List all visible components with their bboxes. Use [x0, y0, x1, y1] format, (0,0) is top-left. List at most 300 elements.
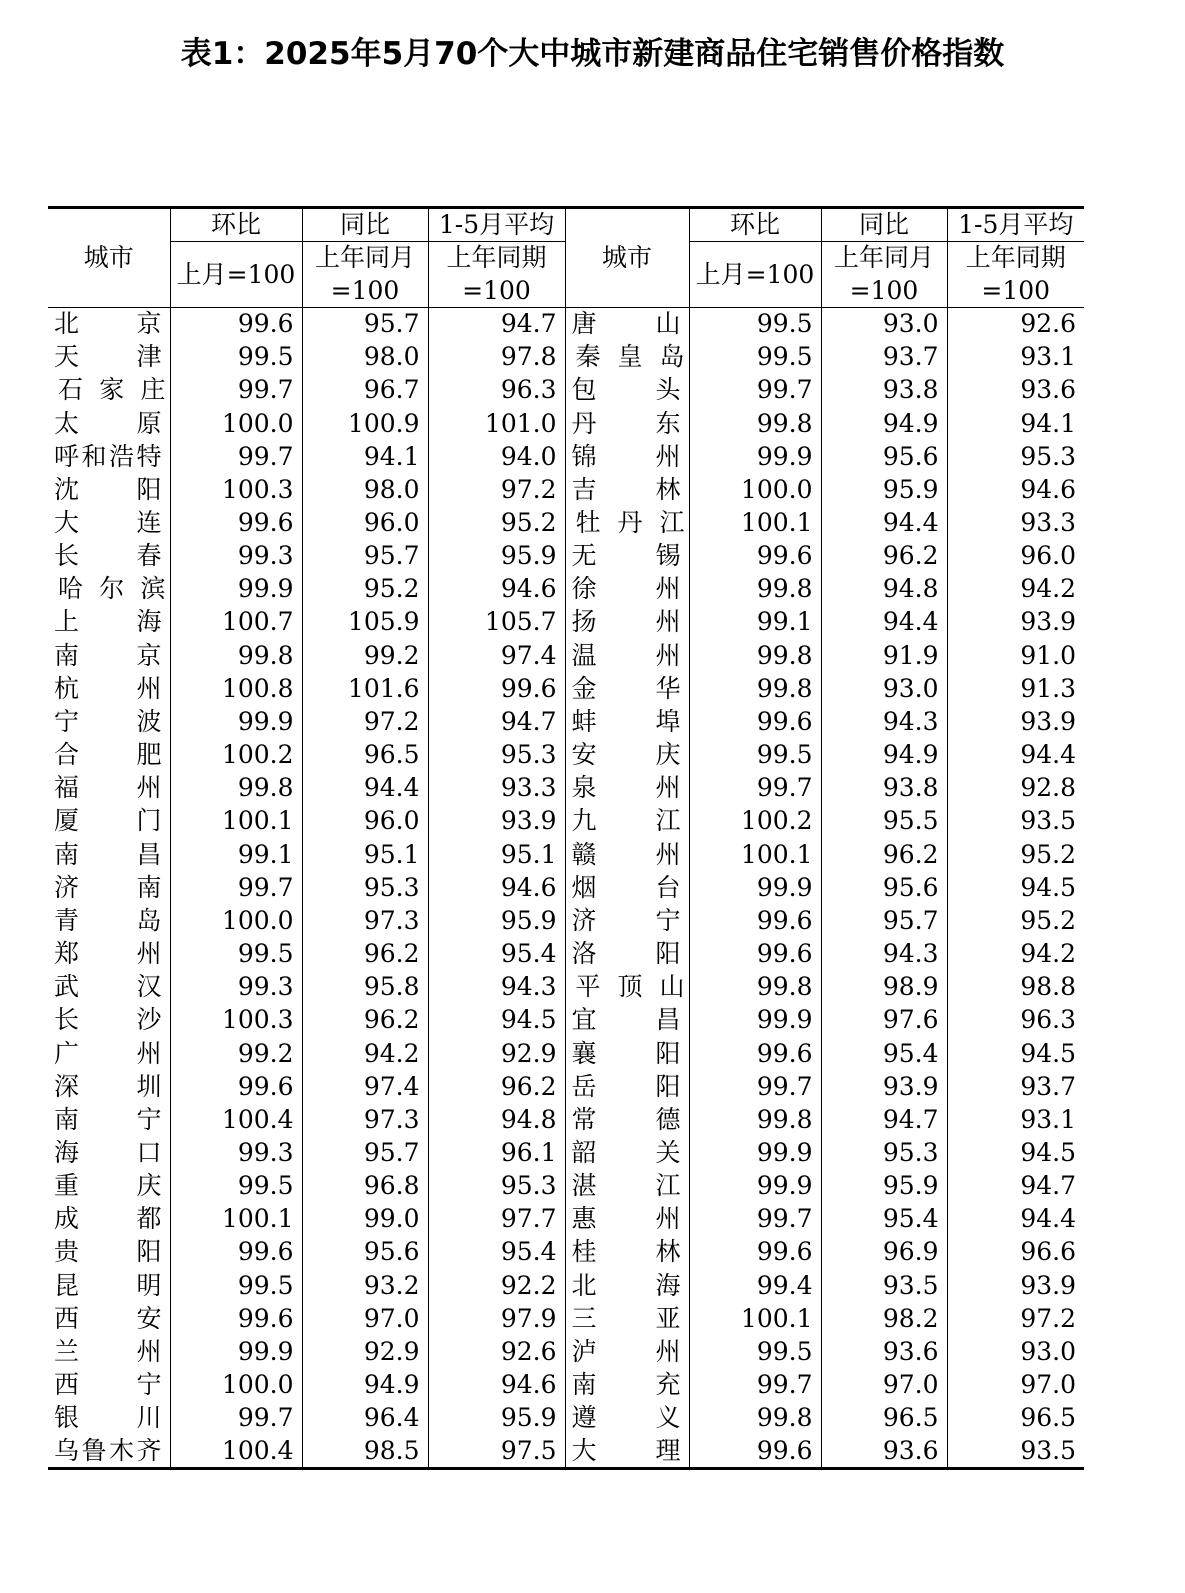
city-name-text: 三 亚 — [571, 1303, 681, 1333]
city-name-text: 南 昌 — [54, 839, 162, 869]
value-avg: 94.5 — [428, 1004, 565, 1037]
value-yoy: 95.2 — [302, 573, 428, 606]
city-name — [48, 573, 170, 606]
value-yoy: 94.7 — [821, 1103, 947, 1136]
value-mom: 99.6 — [689, 1037, 821, 1070]
value-yoy: 93.9 — [821, 1070, 947, 1103]
city-name — [48, 838, 170, 871]
city-name — [48, 871, 170, 904]
value-mom: 99.7 — [170, 374, 302, 407]
value-mom: 100.4 — [170, 1103, 302, 1136]
value-avg: 105.7 — [428, 606, 565, 639]
value-mom: 99.8 — [689, 1402, 821, 1435]
value-mom: 100.4 — [170, 1435, 302, 1469]
table-row — [48, 1136, 1084, 1169]
value-yoy: 93.5 — [821, 1269, 947, 1302]
table-row — [48, 1435, 1084, 1469]
value-avg: 95.4 — [428, 1236, 565, 1269]
value-avg: 95.1 — [428, 838, 565, 871]
value-avg: 93.9 — [947, 1269, 1084, 1302]
table-row — [48, 308, 1084, 341]
value-mom: 100.1 — [170, 1203, 302, 1236]
city-name — [48, 1004, 170, 1037]
value-avg: 97.2 — [947, 1302, 1084, 1335]
value-mom: 99.8 — [689, 407, 821, 440]
value-mom: 99.2 — [170, 1037, 302, 1070]
city-name-text: 湛 江 — [571, 1171, 681, 1201]
table-row — [48, 672, 1084, 705]
header-yoy-base-right: 上年同月 — [821, 242, 947, 275]
city-name — [565, 739, 689, 772]
city-name — [565, 440, 689, 473]
value-yoy: 95.7 — [302, 308, 428, 341]
value-avg: 97.8 — [428, 341, 565, 374]
value-mom: 99.9 — [170, 573, 302, 606]
value-yoy: 93.6 — [821, 1435, 947, 1469]
value-mom: 99.9 — [689, 1004, 821, 1037]
value-avg: 93.5 — [947, 805, 1084, 838]
value-avg: 94.7 — [428, 705, 565, 738]
city-name — [48, 937, 170, 970]
table-row — [48, 540, 1084, 573]
value-avg: 96.5 — [947, 1402, 1084, 1435]
city-name — [48, 1369, 170, 1402]
value-yoy: 95.4 — [821, 1037, 947, 1070]
city-name — [565, 1302, 689, 1335]
value-avg: 97.7 — [428, 1203, 565, 1236]
value-yoy: 94.8 — [821, 573, 947, 606]
city-name — [565, 937, 689, 970]
value-yoy: 95.6 — [821, 871, 947, 904]
value-yoy: 98.9 — [821, 971, 947, 1004]
city-name — [565, 341, 689, 374]
city-name-text: 襄 阳 — [571, 1038, 681, 1068]
city-name — [48, 308, 170, 341]
city-name — [565, 573, 689, 606]
city-name — [565, 971, 689, 1004]
value-yoy: 96.2 — [302, 937, 428, 970]
value-yoy: 95.7 — [302, 540, 428, 573]
value-mom: 99.6 — [170, 1302, 302, 1335]
value-avg: 94.6 — [428, 573, 565, 606]
value-mom: 99.7 — [689, 1070, 821, 1103]
value-mom: 100.3 — [170, 1004, 302, 1037]
value-mom: 99.5 — [689, 1335, 821, 1368]
city-name-text: 宁 波 — [54, 706, 162, 736]
value-avg: 94.6 — [947, 473, 1084, 506]
value-avg: 94.2 — [947, 573, 1084, 606]
value-mom: 100.8 — [170, 672, 302, 705]
value-mom: 99.8 — [170, 772, 302, 805]
value-avg: 97.2 — [428, 473, 565, 506]
city-name-text: 济 南 — [54, 872, 162, 902]
city-name-text: 锦 州 — [571, 441, 681, 471]
city-name-text: 厦 门 — [54, 806, 162, 836]
table-row — [48, 739, 1084, 772]
city-name — [48, 1136, 170, 1169]
header-mom-base-left: 上月=100 — [170, 242, 302, 308]
value-yoy: 98.5 — [302, 1435, 428, 1469]
value-avg: 94.5 — [947, 1136, 1084, 1169]
value-avg: 92.6 — [428, 1335, 565, 1368]
header-yoy-left: 同比 — [302, 208, 428, 242]
city-name-text: 牡 丹 江 — [575, 508, 685, 538]
value-yoy: 96.7 — [302, 374, 428, 407]
value-yoy: 95.6 — [821, 440, 947, 473]
city-name — [565, 1103, 689, 1136]
value-avg: 93.1 — [947, 341, 1084, 374]
table-row — [48, 871, 1084, 904]
city-name-text: 兰 州 — [54, 1336, 162, 1366]
value-mom: 99.8 — [689, 573, 821, 606]
value-yoy: 96.5 — [821, 1402, 947, 1435]
header-city-right: 城市 — [565, 208, 689, 308]
value-yoy: 93.7 — [821, 341, 947, 374]
city-name-text: 遵 义 — [571, 1403, 681, 1433]
value-avg: 95.3 — [428, 1170, 565, 1203]
value-yoy: 93.6 — [821, 1335, 947, 1368]
value-mom: 99.9 — [689, 871, 821, 904]
city-name-text: 武 汉 — [54, 972, 162, 1002]
city-name — [48, 1269, 170, 1302]
value-avg: 96.3 — [428, 374, 565, 407]
value-yoy: 95.8 — [302, 971, 428, 1004]
value-yoy: 95.7 — [821, 904, 947, 937]
city-name-text: 岳 阳 — [571, 1071, 681, 1101]
value-mom: 99.5 — [170, 1170, 302, 1203]
city-name-text: 深 圳 — [54, 1071, 162, 1101]
table-row — [48, 606, 1084, 639]
value-yoy: 93.8 — [821, 374, 947, 407]
table-row — [48, 904, 1084, 937]
table-body — [48, 308, 1084, 1469]
table-row — [48, 440, 1084, 473]
city-name-text: 南 充 — [571, 1370, 681, 1400]
city-name-text: 贵 阳 — [54, 1237, 162, 1267]
value-mom: 99.5 — [689, 739, 821, 772]
value-avg: 93.5 — [947, 1435, 1084, 1469]
value-yoy: 94.3 — [821, 937, 947, 970]
city-name — [48, 506, 170, 539]
table-row — [48, 1402, 1084, 1435]
value-mom: 99.1 — [689, 606, 821, 639]
city-name-text: 北 京 — [54, 309, 162, 339]
value-avg: 92.6 — [947, 308, 1084, 341]
value-avg: 96.1 — [428, 1136, 565, 1169]
value-mom: 99.7 — [689, 374, 821, 407]
city-name-text: 海 口 — [54, 1137, 162, 1167]
value-avg: 95.3 — [947, 440, 1084, 473]
header-avg-right: 1-5月平均 — [947, 208, 1084, 242]
city-name — [48, 606, 170, 639]
city-name — [565, 1269, 689, 1302]
city-name — [565, 473, 689, 506]
city-name-text: 乌 鲁 木 齐 — [54, 1435, 162, 1465]
header-avg-base2-right: =100 — [947, 275, 1084, 308]
city-name-text: 济 宁 — [571, 905, 681, 935]
value-avg: 99.6 — [428, 672, 565, 705]
value-yoy: 105.9 — [302, 606, 428, 639]
city-name — [48, 672, 170, 705]
value-yoy: 96.2 — [821, 838, 947, 871]
value-yoy: 95.3 — [302, 871, 428, 904]
price-index-table — [48, 206, 1084, 1470]
city-name-text: 九 江 — [571, 806, 681, 836]
table-row — [48, 838, 1084, 871]
table-row — [48, 1070, 1084, 1103]
city-name-text: 唐 山 — [571, 309, 681, 339]
header-yoy-right: 同比 — [821, 208, 947, 242]
value-avg: 92.9 — [428, 1037, 565, 1070]
city-name — [48, 1070, 170, 1103]
value-avg: 95.3 — [428, 739, 565, 772]
value-yoy: 91.9 — [821, 639, 947, 672]
value-yoy: 100.9 — [302, 407, 428, 440]
city-name-text: 昆 明 — [54, 1270, 162, 1300]
city-name-text: 烟 台 — [571, 872, 681, 902]
value-avg: 94.0 — [428, 440, 565, 473]
value-avg: 94.2 — [947, 937, 1084, 970]
value-mom: 100.0 — [170, 1369, 302, 1402]
city-name — [48, 805, 170, 838]
city-name — [48, 1402, 170, 1435]
city-name — [565, 705, 689, 738]
value-avg: 97.0 — [947, 1369, 1084, 1402]
value-yoy: 93.2 — [302, 1269, 428, 1302]
city-name-text: 丹 东 — [571, 408, 681, 438]
page-title: 表1：2025年5月70个大中城市新建商品住宅销售价格指数 — [180, 36, 1005, 72]
value-avg: 94.5 — [947, 871, 1084, 904]
value-mom: 99.7 — [170, 871, 302, 904]
city-name — [48, 1236, 170, 1269]
value-yoy: 97.6 — [821, 1004, 947, 1037]
value-yoy: 93.0 — [821, 308, 947, 341]
value-avg: 93.9 — [428, 805, 565, 838]
value-mom: 99.6 — [689, 904, 821, 937]
value-mom: 99.7 — [689, 1203, 821, 1236]
value-mom: 99.6 — [689, 540, 821, 573]
value-yoy: 94.9 — [821, 407, 947, 440]
value-mom: 99.6 — [170, 506, 302, 539]
header-yoy-base-left: 上年同月 — [302, 242, 428, 275]
city-name — [565, 639, 689, 672]
value-mom: 99.8 — [170, 639, 302, 672]
value-yoy: 97.0 — [821, 1369, 947, 1402]
city-name — [565, 407, 689, 440]
city-name — [565, 1369, 689, 1402]
value-yoy: 97.3 — [302, 1103, 428, 1136]
value-yoy: 97.3 — [302, 904, 428, 937]
value-yoy: 94.4 — [821, 606, 947, 639]
value-avg: 93.9 — [947, 606, 1084, 639]
value-yoy: 99.0 — [302, 1203, 428, 1236]
city-name-text: 桂 林 — [571, 1237, 681, 1267]
city-name-text: 秦 皇 岛 — [575, 342, 685, 372]
city-name-text: 上 海 — [54, 607, 162, 637]
city-name-text: 徐 州 — [571, 574, 681, 604]
value-avg: 94.5 — [947, 1037, 1084, 1070]
value-avg: 96.0 — [947, 540, 1084, 573]
value-avg: 95.9 — [428, 904, 565, 937]
value-avg: 93.1 — [947, 1103, 1084, 1136]
value-yoy: 95.9 — [821, 473, 947, 506]
city-name — [565, 374, 689, 407]
city-name-text: 北 海 — [571, 1270, 681, 1300]
value-avg: 91.0 — [947, 639, 1084, 672]
table-row — [48, 374, 1084, 407]
value-avg: 94.4 — [947, 739, 1084, 772]
value-mom: 100.7 — [170, 606, 302, 639]
value-avg: 94.6 — [428, 1369, 565, 1402]
value-mom: 99.7 — [689, 772, 821, 805]
value-mom: 100.1 — [170, 805, 302, 838]
city-name-text: 天 津 — [54, 342, 162, 372]
city-name — [48, 1435, 170, 1469]
city-name-text: 大 连 — [54, 508, 162, 538]
value-yoy: 95.9 — [821, 1170, 947, 1203]
header-mom-right: 环比 — [689, 208, 821, 242]
value-yoy: 95.1 — [302, 838, 428, 871]
header-city-left: 城市 — [48, 208, 170, 308]
city-name — [48, 1103, 170, 1136]
value-yoy: 96.4 — [302, 1402, 428, 1435]
table-row — [48, 1236, 1084, 1269]
value-yoy: 94.1 — [302, 440, 428, 473]
value-avg: 94.7 — [428, 308, 565, 341]
table-row — [48, 1302, 1084, 1335]
city-name-text: 重 庆 — [54, 1171, 162, 1201]
city-name — [565, 1236, 689, 1269]
table-row — [48, 639, 1084, 672]
value-mom: 100.3 — [170, 473, 302, 506]
city-name-text: 太 原 — [54, 408, 162, 438]
value-avg: 95.2 — [428, 506, 565, 539]
value-avg: 91.3 — [947, 672, 1084, 705]
table-row — [48, 1203, 1084, 1236]
city-name-text: 洛 阳 — [571, 939, 681, 969]
value-avg: 94.1 — [947, 407, 1084, 440]
city-name — [565, 1435, 689, 1469]
table-row — [48, 407, 1084, 440]
city-name-text: 平 顶 山 — [575, 972, 685, 1002]
table-row — [48, 341, 1084, 374]
value-avg: 101.0 — [428, 407, 565, 440]
value-yoy: 95.5 — [821, 805, 947, 838]
value-yoy: 97.2 — [302, 705, 428, 738]
city-name — [565, 672, 689, 705]
city-name — [48, 341, 170, 374]
value-mom: 99.5 — [170, 341, 302, 374]
value-mom: 99.3 — [170, 540, 302, 573]
city-name — [48, 407, 170, 440]
value-yoy: 93.0 — [821, 672, 947, 705]
city-name — [48, 739, 170, 772]
value-avg: 95.2 — [947, 904, 1084, 937]
city-name-text: 西 安 — [54, 1303, 162, 1333]
header-mom-left: 环比 — [170, 208, 302, 242]
value-yoy: 92.9 — [302, 1335, 428, 1368]
value-yoy: 99.2 — [302, 639, 428, 672]
value-avg: 98.8 — [947, 971, 1084, 1004]
value-avg: 95.2 — [947, 838, 1084, 871]
city-name-text: 沈 阳 — [54, 474, 162, 504]
value-yoy: 101.6 — [302, 672, 428, 705]
value-avg: 92.8 — [947, 772, 1084, 805]
value-mom: 99.1 — [170, 838, 302, 871]
city-name — [565, 871, 689, 904]
table-row — [48, 473, 1084, 506]
value-yoy: 95.6 — [302, 1236, 428, 1269]
city-name-text: 合 肥 — [54, 740, 162, 770]
city-name-text: 呼 和 浩 特 — [54, 441, 162, 471]
value-avg: 97.5 — [428, 1435, 565, 1469]
city-name — [565, 772, 689, 805]
city-name-text: 温 州 — [571, 640, 681, 670]
value-avg: 94.4 — [947, 1203, 1084, 1236]
city-name-text: 福 州 — [54, 773, 162, 803]
city-name — [565, 1203, 689, 1236]
header-mom-base-right: 上月=100 — [689, 242, 821, 308]
value-avg: 94.6 — [428, 871, 565, 904]
city-name — [565, 1136, 689, 1169]
value-yoy: 97.4 — [302, 1070, 428, 1103]
value-mom: 99.3 — [170, 1136, 302, 1169]
city-name — [565, 1335, 689, 1368]
city-name-text: 郑 州 — [54, 939, 162, 969]
city-name-text: 泉 州 — [571, 773, 681, 803]
city-name-text: 惠 州 — [571, 1204, 681, 1234]
city-name — [48, 1302, 170, 1335]
value-mom: 100.2 — [689, 805, 821, 838]
table-row — [48, 971, 1084, 1004]
city-name — [565, 838, 689, 871]
city-name — [565, 1402, 689, 1435]
value-mom: 99.9 — [689, 440, 821, 473]
value-yoy: 97.0 — [302, 1302, 428, 1335]
value-mom: 99.5 — [170, 937, 302, 970]
city-name-text: 大 理 — [571, 1435, 681, 1465]
city-name — [565, 904, 689, 937]
value-mom: 99.8 — [689, 971, 821, 1004]
city-name-text: 广 州 — [54, 1038, 162, 1068]
table-row — [48, 805, 1084, 838]
value-yoy: 94.4 — [302, 772, 428, 805]
city-name-text: 宜 昌 — [571, 1005, 681, 1035]
value-yoy: 98.0 — [302, 473, 428, 506]
city-name-text: 无 锡 — [571, 541, 681, 571]
city-name-text: 长 沙 — [54, 1005, 162, 1035]
value-mom: 100.1 — [689, 1302, 821, 1335]
header-yoy-base2-left: =100 — [302, 275, 428, 308]
city-name — [48, 1037, 170, 1070]
city-name — [565, 506, 689, 539]
header-avg-base-right: 上年同期 — [947, 242, 1084, 275]
value-mom: 99.9 — [689, 1136, 821, 1169]
table-row — [48, 573, 1084, 606]
city-name-text: 包 头 — [571, 375, 681, 405]
value-yoy: 96.0 — [302, 506, 428, 539]
table-row — [48, 1004, 1084, 1037]
value-mom: 100.0 — [170, 407, 302, 440]
value-mom: 99.8 — [689, 1103, 821, 1136]
value-mom: 100.0 — [689, 473, 821, 506]
value-mom: 100.1 — [689, 506, 821, 539]
value-avg: 97.9 — [428, 1302, 565, 1335]
city-name — [565, 1070, 689, 1103]
value-mom: 100.0 — [170, 904, 302, 937]
value-yoy: 94.2 — [302, 1037, 428, 1070]
value-avg: 96.6 — [947, 1236, 1084, 1269]
